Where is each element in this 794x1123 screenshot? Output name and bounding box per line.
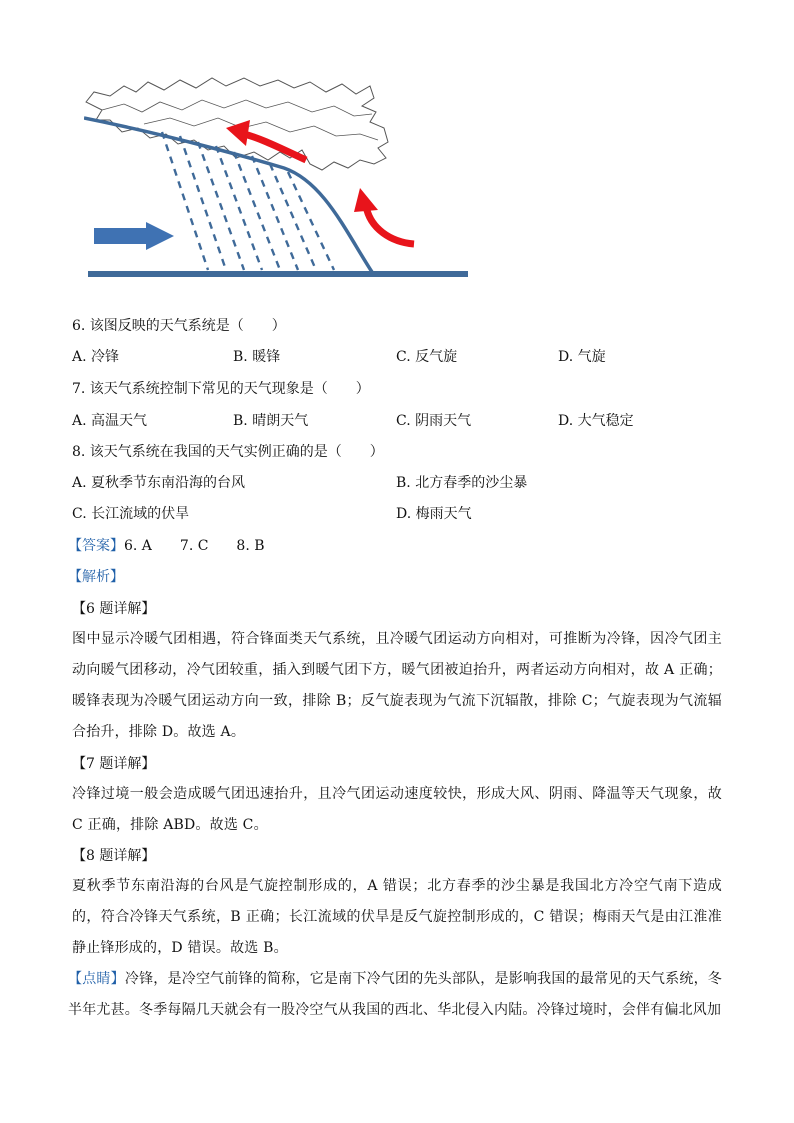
analysis-label: 【解析】 — [68, 569, 124, 585]
cloud-inner-line — [102, 100, 372, 116]
rain-dashes — [162, 132, 334, 270]
question-8-option-c: C. 长江流域的伏旱 — [72, 506, 190, 522]
detail-6-text: 图中显示冷暖气团相遇，符合锋面类天气系统，且冷暖气团运动方向相对，可推断为冷锋，因冷气团主动向暖气团移动，冷气团较重，插入到暖气团下方，暖气团被迫抬升，两者运动方向相对，故 A 正确；暖锋表现为冷暖气团运动方向一致，排除 B；反气旋表现为气流下沉辐散，排除 C；气旋表现为气流辐合抬升，排除 D。故选 A。 — [72, 631, 722, 740]
detail-7-heading: 【7 题详解】 — [72, 756, 156, 772]
cold-air-arrow — [94, 222, 174, 250]
warm-air-arrow-lower-head — [354, 188, 378, 212]
question-7-option-b: B. 晴朗天气 — [233, 413, 309, 429]
question-6-option-d: D. 气旋 — [558, 349, 606, 365]
cold-front-diagram — [84, 72, 476, 284]
question-7-option-c: C. 阴雨天气 — [396, 413, 472, 429]
detail-6-heading: 【6 题详解】 — [72, 601, 156, 617]
detail-8-text: 夏秋季节东南沿海的台风是气旋控制形成的，A 错误；北方春季的沙尘暴是我国北方冷空气南下造成的，符合冷锋天气系统，B 正确；长江流域的伏旱是反气旋控制形成的，C 错误；梅雨天气是由江淮准静止锋形成的，D 错误。故选 B。 — [72, 878, 722, 956]
front-surface-line — [84, 118, 372, 272]
question-8-option-d: D. 梅雨天气 — [396, 506, 472, 522]
question-6-option-c: C. 反气旋 — [396, 349, 458, 365]
highlight-label: 【点睛】 — [68, 971, 125, 987]
question-8-option-a: A. 夏秋季节东南沿海的台风 — [72, 475, 246, 491]
answer-label: 【答案】 — [68, 538, 124, 554]
detail-8-heading: 【8 题详解】 — [72, 848, 156, 864]
answer-text: 6. A 7. C 8. B — [124, 538, 265, 554]
question-7-option-d: D. 大气稳定 — [558, 413, 634, 429]
warm-air-arrow-upper-head — [226, 120, 250, 146]
question-6-option-a: A. 冷锋 — [72, 349, 120, 365]
answer-line — [68, 536, 265, 556]
question-7-option-a: A. 高温天气 — [72, 413, 148, 429]
highlight-text: 冷锋，是冷空气前锋的简称，它是南下冷气团的先头部队，是影响我国的最常见的天气系统，冬半年尤甚。冬季每隔几天就会有一股冷空气从我国的西北、华北侵入内陆。冷锋过境时，会伴有偏北风加 — [68, 971, 722, 1018]
question-7-stem: 7. 该天气系统控制下常见的天气现象是（ ） — [72, 381, 370, 397]
question-8-stem: 8. 该天气系统在我国的天气实例正确的是（ ） — [72, 444, 384, 460]
question-6-option-b: B. 暖锋 — [233, 349, 281, 365]
question-8-option-b: B. 北方春季的沙尘暴 — [396, 475, 528, 491]
question-6-stem: 6. 该图反映的天气系统是（ ） — [72, 318, 286, 334]
warm-air-arrow-lower — [366, 206, 414, 244]
highlight-paragraph — [68, 964, 722, 1026]
detail-7-text: 冷锋过境一般会造成暖气团迅速抬升，且冷气团运动速度较快，形成大风、阴雨、降温等天气现象，故 C 正确，排除 ABD。故选 C。 — [72, 786, 722, 833]
